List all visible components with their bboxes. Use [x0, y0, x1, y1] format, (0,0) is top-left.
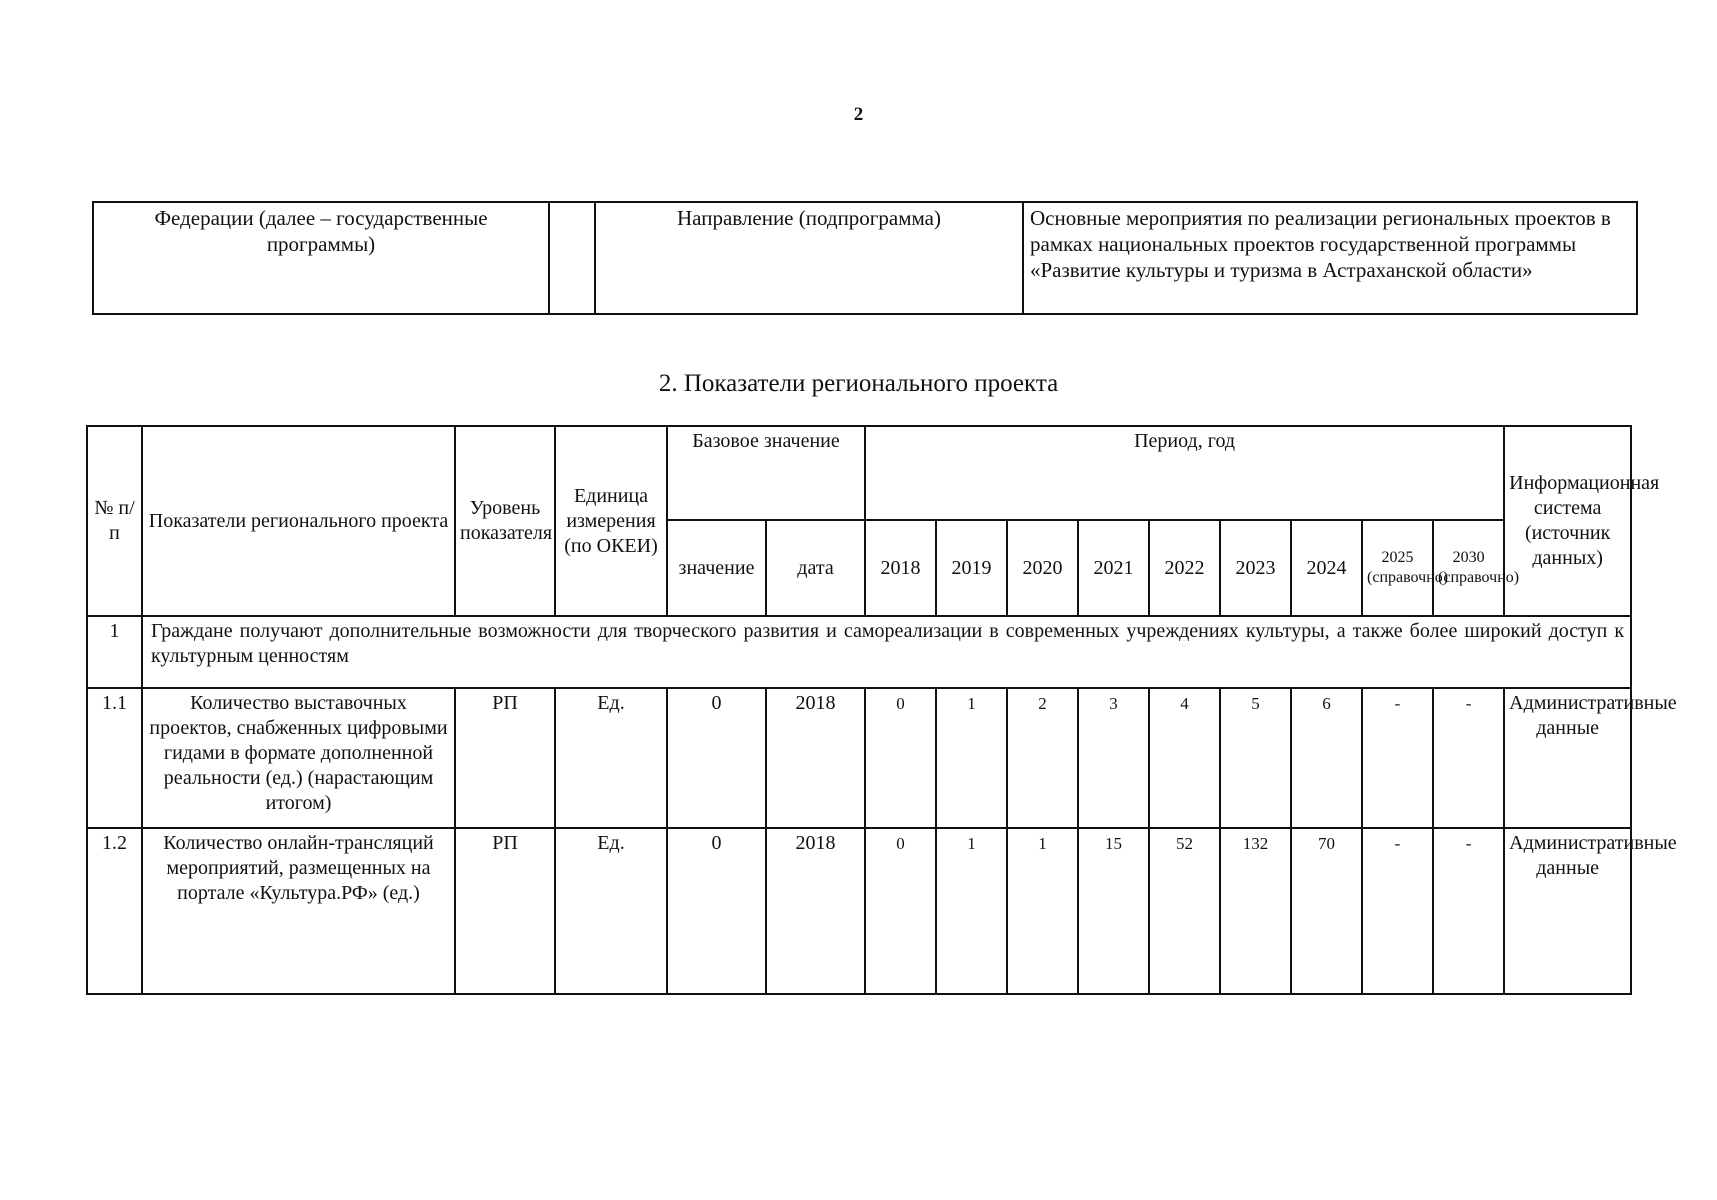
header-year: 2019	[936, 520, 1007, 616]
page-number: 2	[853, 104, 864, 125]
header-indicator: Показатели регионального проекта	[142, 426, 455, 616]
row-unit: Ед.	[555, 688, 667, 828]
section-title: 2. Показатели регионального проекта	[658, 370, 1059, 397]
row-base-date: 2018	[766, 688, 865, 828]
row-info-system: Административные данные	[1504, 688, 1631, 828]
row-value: 2	[1007, 688, 1078, 828]
header-year: 2023	[1220, 520, 1291, 616]
row-value: 1	[936, 828, 1007, 994]
row-info-system: Административные данные	[1504, 828, 1631, 994]
row-value: 0	[865, 828, 936, 994]
program-header-empty	[549, 202, 595, 314]
indicators-table	[86, 425, 1677, 995]
row-value: 4	[1149, 688, 1220, 828]
row-value: 0	[865, 688, 936, 828]
header-level: Уровень показателя	[455, 426, 555, 616]
row-value: 132	[1220, 828, 1291, 994]
row-indicator: Количество онлайн-трансляций мероприятий, размещенных на портале «Культура.РФ» (ед.)	[142, 828, 455, 994]
row-value: 1	[936, 688, 1007, 828]
row-value: 52	[1149, 828, 1220, 994]
header-num: № п/п	[87, 426, 142, 616]
header-year-reference: 2025 (справочно)	[1362, 520, 1433, 616]
header-base: Базовое значение	[667, 426, 865, 520]
row-unit: Ед.	[555, 828, 667, 994]
program-header-federation: Федерации (далее – государственные программы)	[93, 202, 549, 314]
row-value: 5	[1220, 688, 1291, 828]
row-value: 15	[1078, 828, 1149, 994]
program-header-direction: Направление (подпрограмма)	[595, 202, 1023, 314]
row-base-value: 0	[667, 828, 766, 994]
row-value: -	[1433, 688, 1504, 828]
header-period: Период, год	[865, 426, 1504, 520]
row-level: РП	[455, 828, 555, 994]
header-info-system: Информационная система (источник данных)	[1504, 426, 1631, 616]
row-num: 1.2	[87, 828, 142, 994]
header-year: 2020	[1007, 520, 1078, 616]
row-value: 70	[1291, 828, 1362, 994]
header-year: 2022	[1149, 520, 1220, 616]
header-base-value: значение	[667, 520, 766, 616]
header-year: 2021	[1078, 520, 1149, 616]
table-row	[87, 688, 1631, 828]
program-header-main-activities: Основные мероприятия по реализации региональных проектов в рамках национальных проектов государственной программы «Развитие культуры и туризма в Астраханской области»	[1023, 202, 1637, 314]
row-value: 1	[1007, 828, 1078, 994]
program-header-table	[92, 201, 1638, 315]
section-text: Граждане получают дополнительные возможности для творческого развития и самореализации в современных учреждениях культуры, а также более широкий доступ к культурным ценностям	[142, 616, 1631, 688]
row-value: 3	[1078, 688, 1149, 828]
row-value: -	[1362, 828, 1433, 994]
row-num: 1.1	[87, 688, 142, 828]
table-header-row	[87, 426, 1631, 520]
table-row	[87, 828, 1631, 994]
row-indicator: Количество выставочных проектов, снабженных цифровыми гидами в формате дополненной реальности (ед.) (нарастающим итогом)	[142, 688, 455, 828]
row-value: 6	[1291, 688, 1362, 828]
header-year-reference: 2030 (справочно)	[1433, 520, 1504, 616]
program-header-row	[93, 202, 1637, 314]
section-num: 1	[87, 616, 142, 688]
row-value: -	[1362, 688, 1433, 828]
row-level: РП	[455, 688, 555, 828]
header-base-date: дата	[766, 520, 865, 616]
header-year: 2018	[865, 520, 936, 616]
row-base-value: 0	[667, 688, 766, 828]
row-base-date: 2018	[766, 828, 865, 994]
header-year: 2024	[1291, 520, 1362, 616]
section-row	[87, 616, 1631, 688]
header-unit: Единица измерения (по ОКЕИ)	[555, 426, 667, 616]
row-value: -	[1433, 828, 1504, 994]
